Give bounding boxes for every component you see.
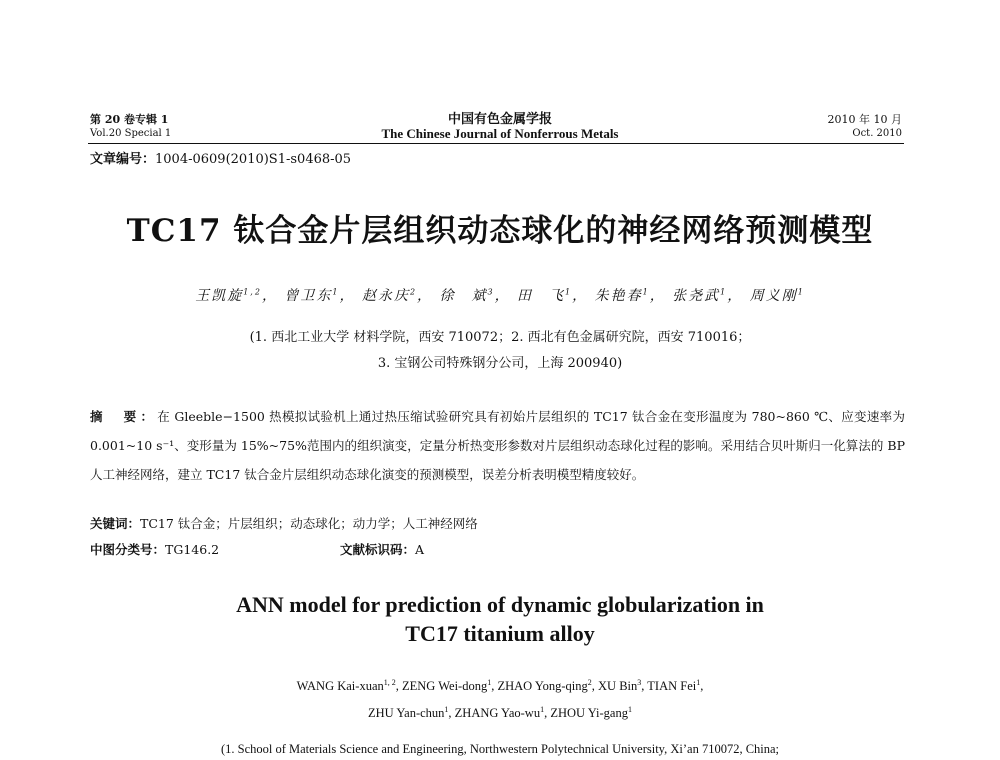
author-en: ZENG Wei-dong$^1$ xyxy=(402,677,492,693)
author-cn: 朱艳春$^1$ xyxy=(594,287,650,304)
author-cn: 王凯旋$^{1,2}$ xyxy=(195,287,262,304)
author-cn: 赵永庆$^2$ xyxy=(361,287,418,304)
paper-title-en-line1: ANN model for prediction of dynamic globularization in xyxy=(236,592,764,617)
author-en: TIAN Fei$^1$ xyxy=(647,677,701,693)
affiliation-cn-line2: 3. 宝钢公司特殊钢分公司，上海 200940) xyxy=(377,356,623,371)
keywords-text: TC17 钛合金；片层组织；动态球化；动力学；人工神经网络 xyxy=(140,516,478,531)
author-en: WANG Kai-xuan$^{1, 2}$ xyxy=(296,677,396,693)
abstract-cn xyxy=(90,402,905,489)
author-en: ZHU Yan-chun$^1$ xyxy=(368,704,449,720)
author-list-cn: 王凯旋$^{1,2}$， 曾卫东$^1$， 赵永庆$^2$， 徐 斌$^3$， 田 飞$^1$， 朱艳春$^1$， 张尧武$^1$， 周义刚$^1$ xyxy=(195,287,805,304)
keywords-cn xyxy=(90,514,478,532)
author-cn: 田 飞$^1$ xyxy=(517,287,573,304)
issue-date-cn: 2010 年 10 月 xyxy=(827,113,902,126)
journal-title-en: The Chinese Journal of Nonferrous Metals xyxy=(381,126,619,141)
author-en: ZHAO Yong-qing$^2$ xyxy=(497,677,592,693)
classification-value: TG146.2 xyxy=(165,542,220,557)
author-list-en-line1: WANG Kai-xuan$^{1, 2}$, ZENG Wei-dong$^1$, ZHAO Yong-qing$^2$, XU Bin$^3$, TIAN Fei$^1$, xyxy=(296,677,704,693)
paper-title-cn: TC17 钛合金片层组织动态球化的神经网络预测模型 xyxy=(126,213,874,249)
author-cn: 曾卫东$^1$ xyxy=(284,287,340,304)
classification-label: 中图分类号： xyxy=(90,542,166,557)
abstract-label: 摘 要： xyxy=(90,409,158,424)
header-rule xyxy=(88,143,904,144)
affiliation-en: (1. School of Materials Science and Engineering, Northwestern Polytechnical University, Xi’an 710072, China; xyxy=(220,742,780,756)
volume-cn: 第 20 卷专辑 1 xyxy=(90,113,169,126)
author-list-en-line2: ZHU Yan-chun$^1$, ZHANG Yao-$wu^1$, ZHOU Yi-gang$^1$ xyxy=(368,704,632,720)
classification-number xyxy=(90,540,219,558)
document-code xyxy=(340,540,424,558)
issue-date-en: Oct. 2010 xyxy=(852,128,902,139)
author-cn: 周义刚$^1$ xyxy=(749,287,805,304)
volume-en: Vol.20 Special 1 xyxy=(90,128,172,139)
article-number-value: 1004-0609(2010)S1-s0468-05 xyxy=(155,152,352,167)
paper-title-en-line2: TC17 titanium alloy xyxy=(405,621,595,646)
article-number-label: 文章编号： xyxy=(90,152,156,167)
affiliation-cn-line1: (1. 西北工业大学 材料学院，西安 710072；2. 西北有色金属研究院，西安 710016； xyxy=(249,330,751,345)
abstract-text: 在 Gleeble−1500 热模拟试验机上通过热压缩试验研究具有初始片层组织的 TC17 钛合金在变形温度为 780~860 ℃、应变速率为 0.001~10 s⁻¹、变形量为 15%~75%范围内的组织演变，定量分析热变形参数对片层组织动态球化过程的影响。采用结合贝叶斯归一化算法的 BP 人工神经网络，建立 TC17 钛合金片层组织动态球化演变的预测模型，误差分析表明模型精度较好。 xyxy=(90,409,905,482)
author-cn: 徐 斌$^3$ xyxy=(439,287,495,304)
author-en: ZHANG Yao-$wu^1$ xyxy=(454,704,545,720)
author-cn: 张尧武$^1$ xyxy=(672,287,728,304)
keywords-label: 关键词： xyxy=(90,516,141,531)
document-code-value: A xyxy=(415,542,425,557)
journal-title-cn: 中国有色金属学报 xyxy=(447,112,552,127)
author-en: ZHOU Yi-gang$^1$ xyxy=(550,704,632,720)
document-code-label: 文献标识码： xyxy=(340,542,416,557)
article-number xyxy=(90,148,351,167)
author-en: XU Bin$^3$ xyxy=(598,677,642,693)
